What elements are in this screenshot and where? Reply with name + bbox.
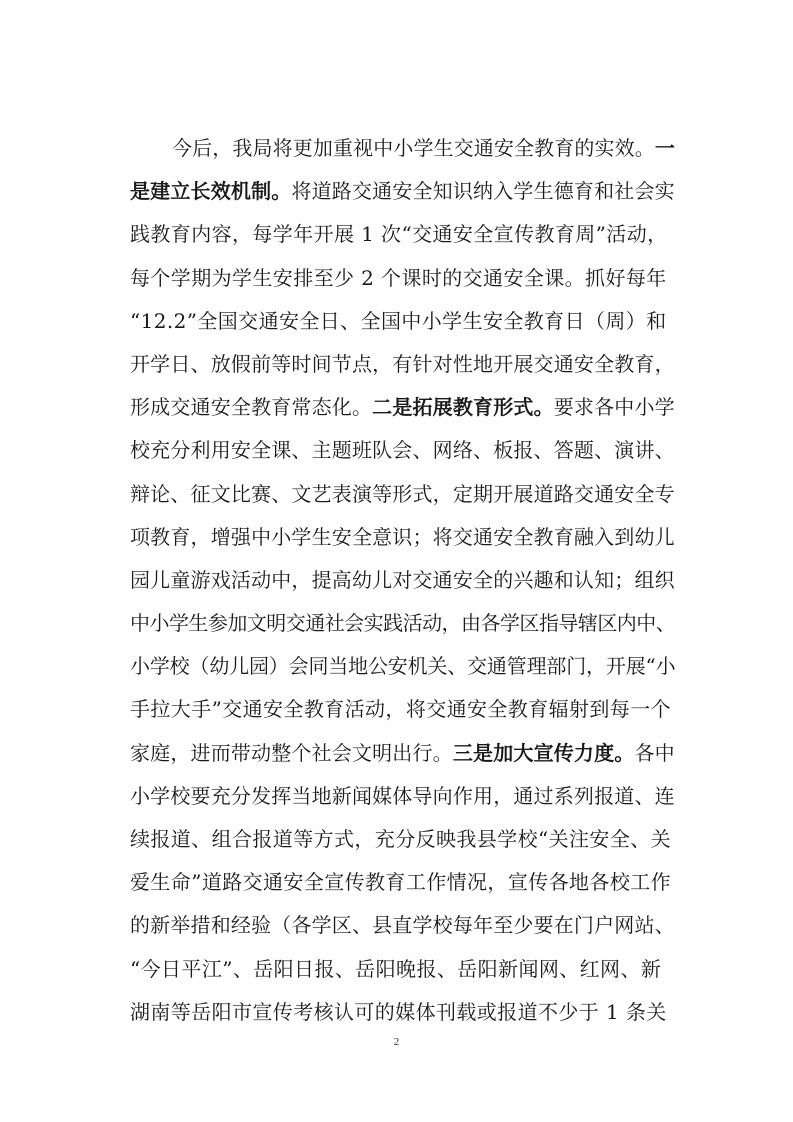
- text-segment: 中小学生参加文明交通社会实践活动，由各学区指导辖区内中、: [130, 611, 676, 636]
- text-line: [130, 948, 675, 991]
- text-segment: 小学校（幼儿园）会同当地公安机关、交通管理部门，开展“小: [130, 654, 676, 679]
- text-line: [130, 170, 675, 213]
- text-line: [130, 257, 675, 300]
- text-line: [130, 343, 675, 386]
- text-segment: 续报道、组合报道等方式，充分反映我县学校“关注安全、关: [130, 827, 672, 851]
- text-segment: 将道路交通安全知识纳入学生德育和社会实: [291, 179, 675, 204]
- text-segment: 要求各中小学: [553, 395, 675, 420]
- text-line: [130, 602, 675, 645]
- text-line: [130, 904, 675, 947]
- text-line: [130, 559, 675, 602]
- text-segment: 践教育内容，每学年开展 1 次“交通安全宣传教育周”活动，: [130, 222, 668, 247]
- text-segment: 开学日、放假前等时间节点，有针对性地开展交通安全教育，: [130, 351, 675, 376]
- text-segment: 家庭，进而带动整个社会文明出行。: [130, 740, 453, 765]
- text-line: [130, 688, 675, 731]
- text-segment: 园儿童游戏活动中，提高幼儿对交通安全的兴趣和认知；组织: [130, 567, 675, 592]
- text-segment: 形成交通安全教育常态化。: [130, 395, 373, 420]
- text-segment: 小学校要充分发挥当地新闻媒体导向作用，通过系列报道、连: [130, 783, 675, 808]
- text-line: [130, 991, 675, 1034]
- text-segment: “今日平江”、岳阳日报、岳阳晚报、岳阳新闻网、红网、新: [130, 956, 662, 981]
- bold-heading-phrase: 一: [654, 136, 676, 160]
- text-segment: 每个学期为学生安排至少 2 个课时的交通安全课。抓好每年: [130, 265, 667, 290]
- text-segment: 爱生命”道路交通安全宣传教育工作情况，宣传各地各校工作: [130, 870, 672, 895]
- text-segment: “12.2”全国交通安全日、全国中小学生安全教育日（周）和: [130, 308, 667, 333]
- text-line: [130, 818, 675, 861]
- text-line: [130, 429, 675, 472]
- text-segment: 的新举措和经验（各学区、县直学校每年至少要在门户网站、: [130, 913, 675, 938]
- text-segment: 辩论、征文比赛、文艺表演等形式，定期开展道路交通安全专: [130, 481, 675, 506]
- bold-heading-phrase: 三是加大宣传力度。: [452, 740, 635, 765]
- text-segment: 校充分利用安全课、主题班队会、网络、板报、答题、演讲、: [130, 438, 675, 463]
- text-segment: 今后，我局将更加重视中小学生交通安全教育的实效。: [172, 136, 655, 160]
- text-line: [130, 775, 675, 818]
- text-segment: 项教育，增强中小学生安全意识；将交通安全教育融入到幼儿: [130, 524, 675, 549]
- body-text: [130, 127, 675, 1034]
- text-segment: 各中: [634, 740, 675, 765]
- page-number: 2: [393, 1036, 400, 1048]
- text-line: [130, 645, 675, 688]
- text-segment: 湖南等岳阳市宣传考核认可的媒体刊载或报道不少于 1 条关: [130, 999, 667, 1024]
- text-line: [130, 861, 675, 904]
- text-line: [130, 473, 675, 516]
- text-line: [130, 516, 675, 559]
- text-line: [130, 300, 675, 343]
- text-line: [130, 732, 675, 775]
- text-line: [130, 213, 675, 256]
- bold-heading-phrase: 是建立长效机制。: [130, 179, 292, 204]
- text-line: [130, 386, 675, 429]
- bold-heading-phrase: 二是拓展教育形式。: [372, 395, 554, 420]
- text-line: [130, 127, 675, 170]
- text-segment: 手拉大手”交通安全教育活动，将交通安全教育辐射到每一个: [130, 697, 672, 722]
